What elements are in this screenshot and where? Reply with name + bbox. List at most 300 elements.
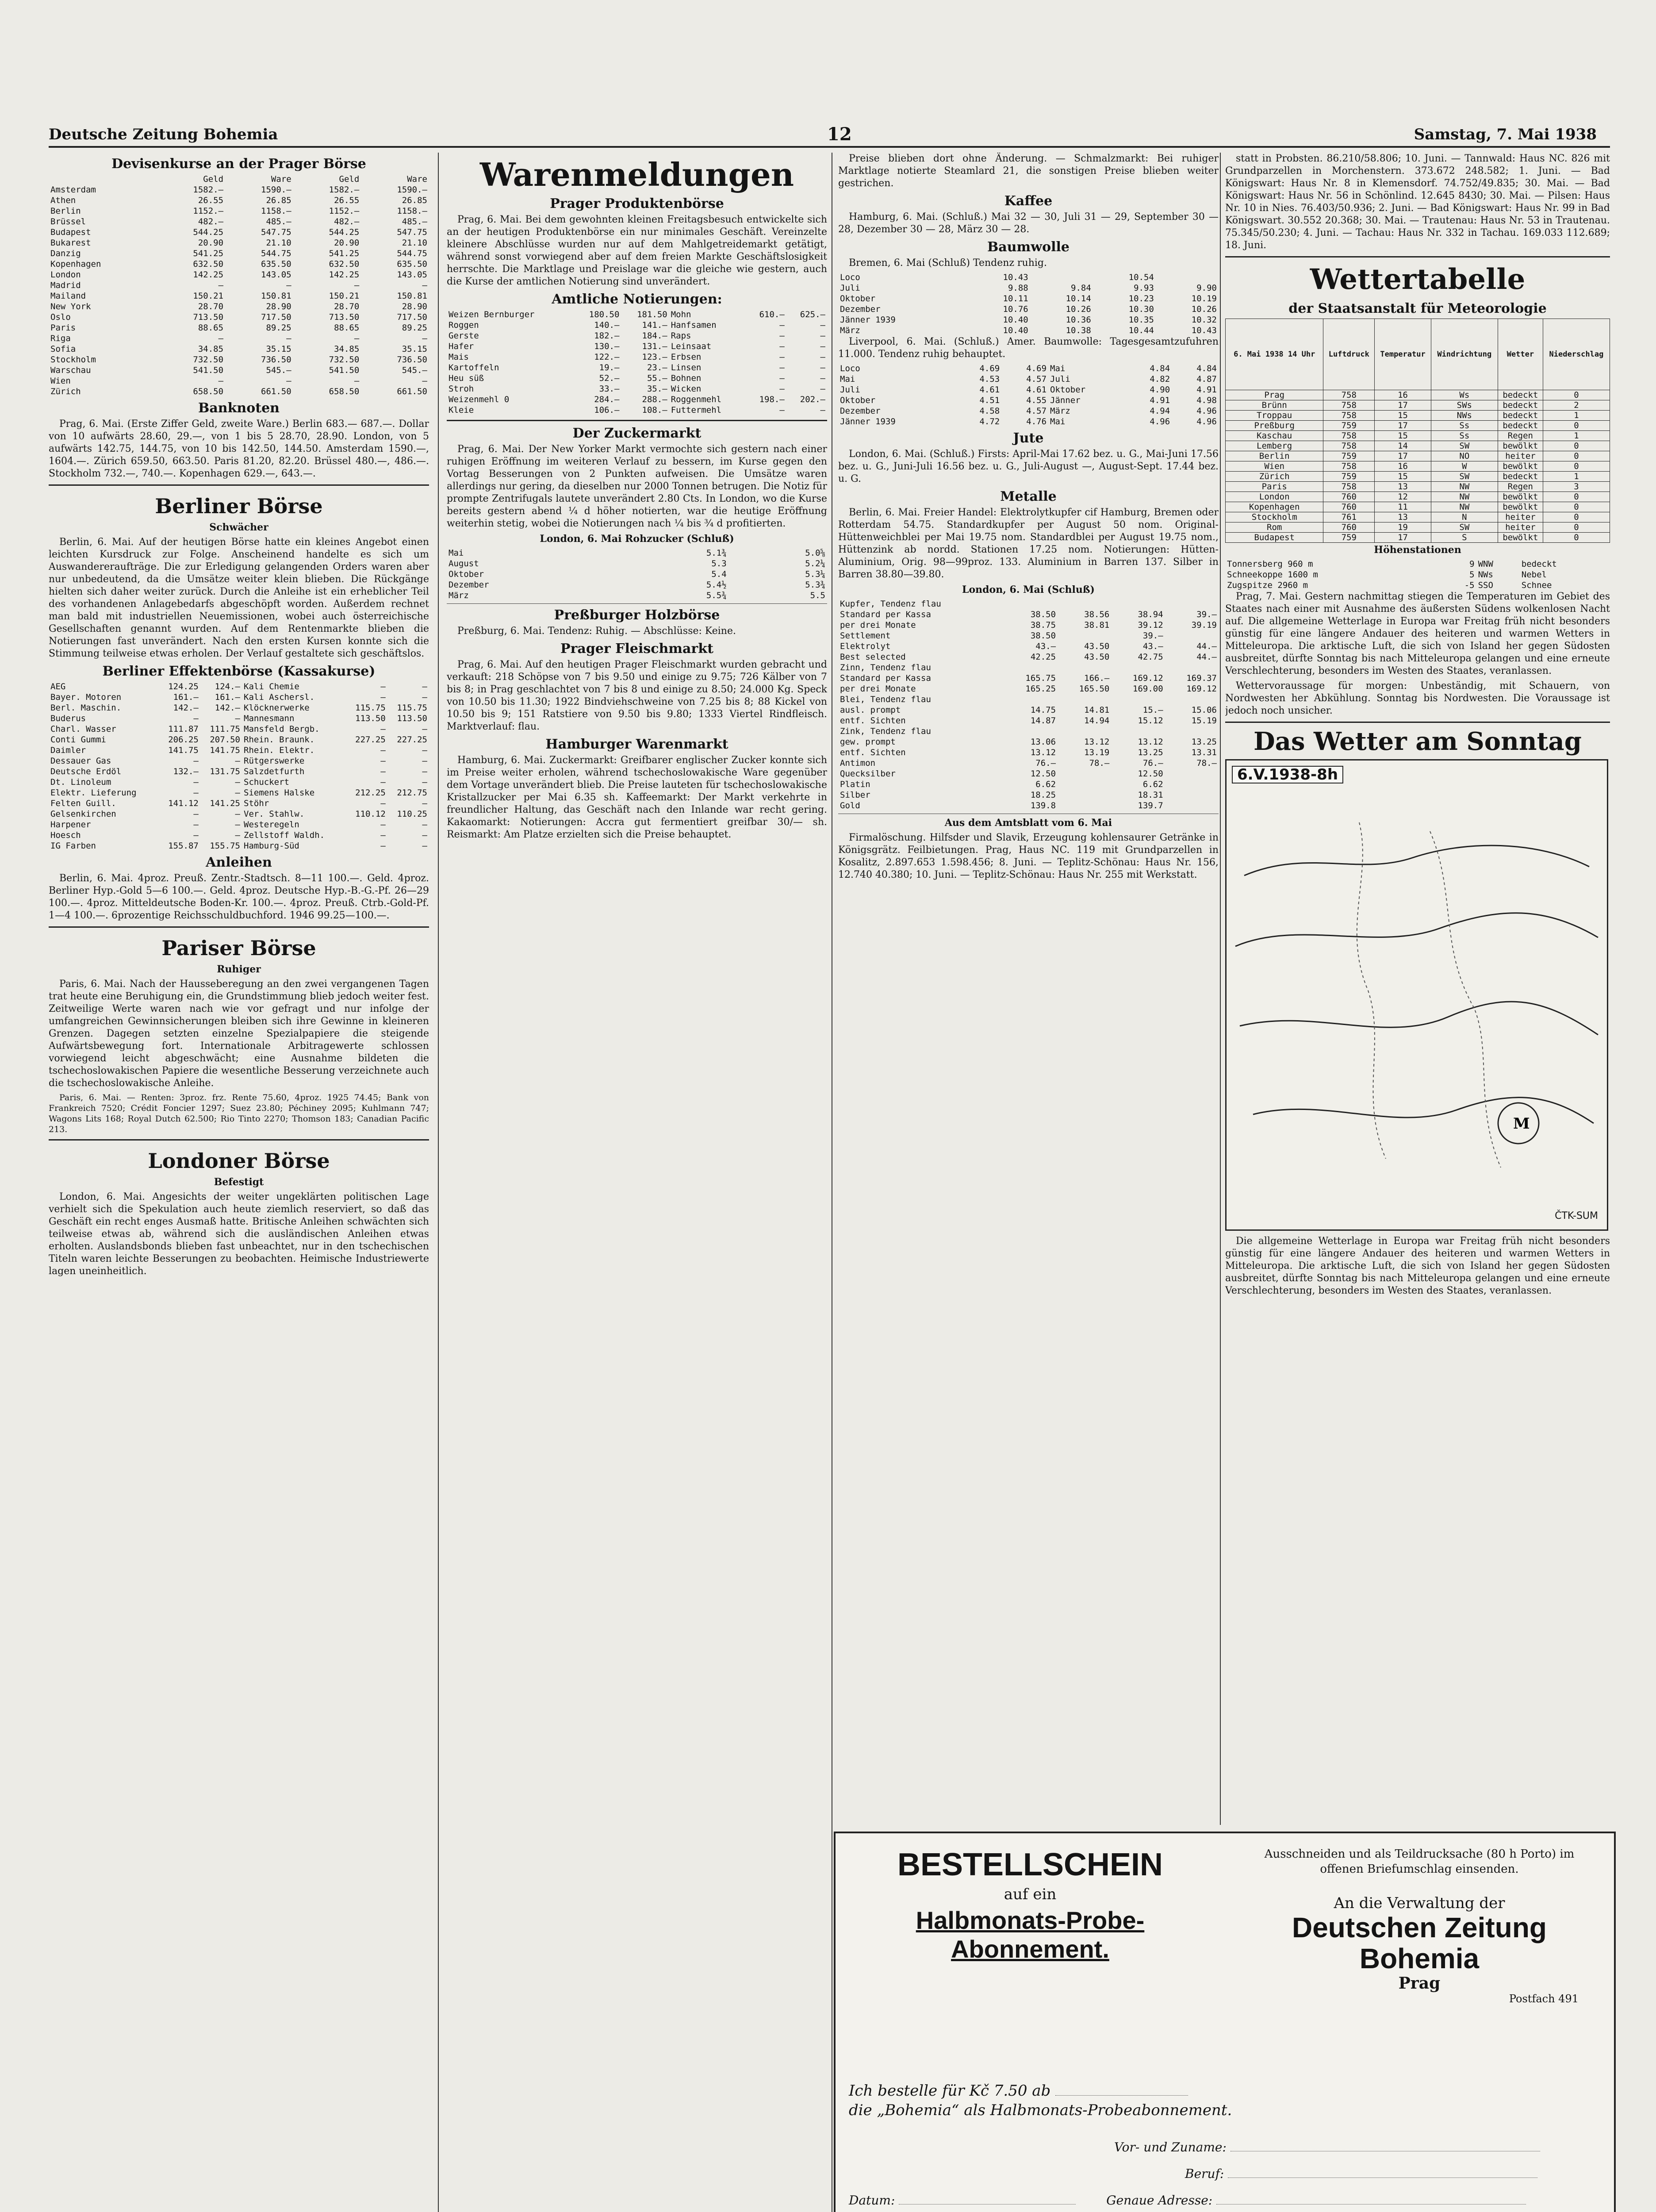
table-cell <box>1165 694 1219 705</box>
table-cell: — <box>422 724 427 734</box>
column-weather <box>1225 153 1610 1825</box>
table-cell: Juli <box>840 283 860 293</box>
table-cell: NO <box>1431 451 1498 461</box>
table-cell: 35.— <box>647 384 667 394</box>
table-cell: Budapest <box>1226 533 1323 543</box>
table-cell: New York <box>50 302 91 311</box>
table-cell: 10.26 <box>1066 304 1091 314</box>
table-row <box>49 301 429 312</box>
table-row <box>49 724 429 734</box>
table-cell: 10.14 <box>1066 294 1091 303</box>
table-cell: 122.— <box>594 352 620 362</box>
table-cell: Deutsche Erdöl <box>50 767 122 776</box>
table-header: Luftdruck <box>1323 319 1375 390</box>
table-cell: 4.57 <box>1026 374 1047 384</box>
table-cell: 16 <box>1375 390 1431 400</box>
table-cell <box>1058 662 1111 673</box>
fleisch-heading: Prager Fleischmarkt <box>560 641 713 657</box>
table-cell: Bohnen <box>671 373 702 383</box>
table-cell: 161.— <box>215 692 240 702</box>
table-header: Windrichtung <box>1431 319 1498 390</box>
table-cell: 10.44 <box>1128 326 1154 335</box>
table-cell: 761 <box>1323 512 1375 522</box>
table-cell: Klöcknerwerke <box>244 703 310 713</box>
produktenboerse-text: Prag, 6. Mai. Bei dem gewohnten kleinen Freitagsbesuch entwickelte sich an der heutigen Produktenbörse ein nur minimales Geschäft. Vereinzelte kleinere Abschlüsse wurden nur auf dem Mahlgetreidemarkt getätigt, während sonst vorwiegend aber auf dem freien Markte Geschäftslosigkeit herrschte. Die Marktlage und Preislage war die gleiche wie gestern, auch die Kurse der amtlichen Notierung sind unverändert. <box>447 214 827 287</box>
table-cell: — <box>354 280 360 290</box>
banknoten-text: Prag, 6. Mai. (Erste Ziffer Geld, zweite Ware.) Berlin 683.— 687.—. Dollar von 10 aufwärts 28.60, 29.—, von 1 bis 5 28.70, 28.90. London, von 5 aufwärts 142.75, 144.75, von 10 bis 142.50, 144.50. Amsterdam 1590.—, 1604.—. Zürich 659.50, 663.50. Paris 81.20, 82.20. Brüssel 480.—, 486.—. Stockholm 732.—, 740.—. Kopenhagen 629.—, 643.—. <box>49 419 429 479</box>
table-cell: 26.55 <box>198 196 224 205</box>
table-cell: 547.75 <box>397 227 427 237</box>
table-cell: Preßburg <box>1226 421 1323 431</box>
table-cell: — <box>820 384 825 394</box>
devisen-heading: Devisenkurse an der Prager Börse <box>111 156 366 172</box>
table-row <box>49 216 429 227</box>
table-cell: Oktober <box>840 294 876 303</box>
table-row <box>1226 492 1610 502</box>
weather-forecast-text: Wettervoraussage für morgen: Unbeständig, mit Schauern, von Nordwesten her Abkühlung. Sonntag bis Nordwesten. Die Voraussage ist jedoch noch unsicher. <box>1225 680 1610 716</box>
coupon-address-intro: An die Verwaltung der <box>1334 1894 1505 1912</box>
table-row <box>1226 421 1610 431</box>
table-cell: März <box>840 326 860 335</box>
table-cell: — <box>779 352 785 362</box>
map-date-label: 6.V.1938-8h <box>1232 766 1343 783</box>
table-cell <box>1004 599 1058 609</box>
table-cell: Linsen <box>671 363 702 373</box>
table-cell: März <box>448 591 469 600</box>
table-cell: 39.— <box>1142 631 1163 641</box>
table-cell <box>1111 599 1165 609</box>
table-cell: 1582.— <box>193 185 224 195</box>
datum-label: Datum: <box>849 2193 895 2208</box>
table-cell: 150.21 <box>193 291 224 301</box>
table-cell: 1 <box>1543 411 1610 421</box>
table-cell: 19.— <box>599 363 620 373</box>
table-cell: 544.75 <box>397 249 427 258</box>
amtsblatt-heading: Aus dem Amtsblatt vom 6. Mai <box>944 817 1112 829</box>
table-cell: 115.75 <box>355 703 386 713</box>
table-cell: 55.— <box>647 373 667 383</box>
table-cell: 18.25 <box>1030 790 1056 800</box>
table-cell: 288.— <box>642 395 667 404</box>
table-cell: Jänner 1939 <box>840 417 896 426</box>
table-cell: 717.50 <box>261 312 291 322</box>
table-cell: 10.35 <box>1128 315 1154 325</box>
table-cell: SW <box>1431 441 1498 451</box>
london-text: London, 6. Mai. Angesichts der weiter ungeklärten politischen Lage verhielt sich die Spekulation auch heute ziemlich reserviert, so daß das Geschäft ein recht enges Ausmaß hatte. Britische Anleihen schwächten sich teilweise etwas ab, während sich die ausländischen Anleihen etwas erholten. Auslandsbonds blieben fast unbeachtet, nur in den tschechischen Titeln waren leichte Besserungen zu beobachten. Heimische Industriewerte lagen uneinheitlich. <box>49 1191 429 1277</box>
table-cell: 541.50 <box>193 365 224 375</box>
table-cell: 132.— <box>173 767 199 776</box>
table-row <box>49 386 429 397</box>
london-metall-table <box>838 599 1219 811</box>
table-cell: — <box>193 788 199 798</box>
table-cell: 713.50 <box>193 312 224 322</box>
beruf-label: Beruf: <box>1185 2166 1224 2181</box>
coupon-left <box>849 1847 1211 1963</box>
table-cell: NW <box>1431 482 1498 492</box>
table-cell: 10.11 <box>1003 294 1028 303</box>
table-cell: — <box>422 777 427 787</box>
coupon-newspaper-name: Deutschen Zeitung Bohemia <box>1292 1912 1547 1974</box>
table-cell <box>1111 694 1165 705</box>
table-cell: Mohn <box>671 310 691 319</box>
table-cell <box>1004 662 1058 673</box>
divider <box>1225 256 1610 257</box>
notierungen-heading: Amtliche Notierungen: <box>552 292 722 307</box>
column-divider <box>438 153 439 2212</box>
table-cell: 43.50 <box>1084 652 1110 662</box>
table-cell: Juli <box>840 385 860 395</box>
table-row <box>447 320 827 330</box>
order-coupon <box>834 1832 1616 2212</box>
table-row <box>49 291 429 301</box>
table-header: 6. Mai 1938 14 Uhr <box>1226 319 1323 390</box>
table-cell: 180.50 <box>589 310 620 319</box>
table-cell: 3 <box>1543 482 1610 492</box>
kaffee-text: Hamburg, 6. Mai. (Schluß.) Mai 32 — 30, Juli 31 — 29, September 30 — 28, Dezember 30 — 28, März 30 — 28. <box>838 211 1219 235</box>
table-row <box>49 376 429 386</box>
table-cell: Danzig <box>50 249 81 258</box>
table-cell: — <box>380 692 386 702</box>
table-cell: NW <box>1431 492 1498 502</box>
table-cell: bewölkt <box>1498 533 1543 543</box>
table-cell: 142.25 <box>329 270 360 280</box>
table-cell: 155.75 <box>210 841 240 851</box>
table-cell: Rhein. Braunk. <box>244 735 315 745</box>
table-row <box>838 768 1219 779</box>
table-cell: 5.4 <box>711 569 727 579</box>
table-cell: 18.31 <box>1138 790 1163 800</box>
table-cell: Raps <box>671 331 691 341</box>
table-cell: 43.50 <box>1084 641 1110 651</box>
table-cell: 632.50 <box>329 259 360 269</box>
table-cell: — <box>235 756 240 766</box>
table-cell: 38.94 <box>1138 610 1163 619</box>
table-cell: Rütgerswerke <box>244 756 305 766</box>
table-cell: 758 <box>1323 431 1375 441</box>
table-cell: 0 <box>1543 522 1610 533</box>
table-cell: 4.53 <box>979 374 1000 384</box>
table-cell: 760 <box>1323 502 1375 512</box>
table-cell: 13.25 <box>1138 748 1163 757</box>
table-cell: 0 <box>1543 421 1610 431</box>
table-cell <box>1165 630 1219 641</box>
table-cell: Hanfsamen <box>671 320 717 330</box>
table-cell: Kupfer, Tendenz flau <box>840 599 941 609</box>
table-cell: 4.96 <box>1196 406 1217 416</box>
table-cell: 1582.— <box>329 185 360 195</box>
coupon-right <box>1242 1847 1596 2005</box>
table-cell: Ss <box>1431 421 1498 431</box>
table-cell: Nebel <box>1521 570 1547 580</box>
table-cell: Regen <box>1498 431 1543 441</box>
table-cell: Schneekoppe 1600 m <box>1227 570 1318 580</box>
table-cell: 713.50 <box>329 312 360 322</box>
table-cell: 165.75 <box>1025 673 1056 683</box>
table-cell: Antimon <box>840 758 876 768</box>
table-cell: Gerste <box>448 331 479 341</box>
table-row <box>1226 472 1610 482</box>
table-cell <box>1058 800 1111 811</box>
table-cell: 111.87 <box>168 724 199 734</box>
table-cell: Best selected <box>840 652 906 662</box>
coastline <box>1430 831 1501 1167</box>
table-cell <box>1165 662 1219 673</box>
paris-text: Paris, 6. Mai. Nach der Hausseberegung an den zwei vergangenen Tagen trat heute eine Beruhigung ein, die Grundstimmung blieb jedoch weiter fest. Zeitweilige Werte waren nach wie vor gefragt und nur infolge der umfangreichen Gewinnsicherungen bleiben sich ihre Gewinne in kleineren Grenzen. Dagegen setzten einzelne Spezialpapiere die steigende Aufwärtsbewegung fort. Internationale Arbitragewerte schlossen vorwiegend leicht abgeschwächt; eine Ausnahme bildeten die tschechoslowakischen Papiere die wesentliche Besserung verzeichnete auch die tschechoslowakische Anleihe. <box>49 979 429 1089</box>
table-row <box>49 248 429 259</box>
table-cell: Mai <box>1050 417 1066 426</box>
table-cell: 635.50 <box>397 259 427 269</box>
table-cell: London <box>50 270 81 280</box>
table-cell: Ss <box>1431 431 1498 441</box>
table-cell: 9.84 <box>1071 283 1091 293</box>
table-cell <box>1165 599 1219 609</box>
table-header: Wetter <box>1498 319 1543 390</box>
table-cell: 140.— <box>594 320 620 330</box>
table-cell: 284.— <box>594 395 620 404</box>
table-cell: Loco <box>840 273 860 282</box>
table-cell: Zürich <box>1226 472 1323 482</box>
order-line-2: die „Bohemia“ als Halbmonats-Probeabonnement. <box>849 2101 1232 2119</box>
table-row <box>838 694 1219 705</box>
berlin-subheading: Schwächer <box>209 522 268 533</box>
table-cell: 5.4½ <box>706 580 727 590</box>
table-cell: bewölkt <box>1498 502 1543 512</box>
table-cell: 20.90 <box>334 238 360 248</box>
divider <box>49 484 429 486</box>
table-cell: 17 <box>1375 400 1431 411</box>
table-row <box>447 394 827 405</box>
coupon-postfach: Postfach 491 <box>1509 1993 1579 2005</box>
table-cell: 13.06 <box>1030 737 1056 747</box>
table-cell: 131.75 <box>210 767 240 776</box>
table-cell: 39.19 <box>1191 620 1217 630</box>
table-cell: — <box>380 830 386 840</box>
table-row <box>49 830 429 841</box>
table-cell: 44.— <box>1196 652 1217 662</box>
table-cell: — <box>354 376 360 386</box>
table-cell: Schuckert <box>244 777 289 787</box>
london-subheading: Befestigt <box>214 1176 264 1188</box>
table-cell: 632.50 <box>193 259 224 269</box>
table-cell: 10.26 <box>1191 304 1217 314</box>
table-cell: 34.85 <box>198 344 224 354</box>
table-cell: SW <box>1431 522 1498 533</box>
table-cell: Tonnersberg 960 m <box>1227 559 1313 569</box>
table-cell: Brünn <box>1226 400 1323 411</box>
table-cell: 28.90 <box>402 302 427 311</box>
table-cell: 28.90 <box>266 302 291 311</box>
table-cell: SWs <box>1431 400 1498 411</box>
kaffee-heading: Kaffee <box>1004 193 1053 209</box>
table-cell: — <box>235 820 240 830</box>
date-field[interactable] <box>1055 2095 1188 2096</box>
table-row <box>838 272 1219 283</box>
table-cell: Stöhr <box>244 799 269 808</box>
table-cell: 5.3 <box>711 559 727 568</box>
coupon-fields <box>849 2134 1601 2212</box>
table-cell: 4.94 <box>1150 406 1170 416</box>
table-cell: 661.50 <box>397 387 427 396</box>
table-cell: 184.— <box>642 331 667 341</box>
table-row <box>447 569 827 580</box>
baumwolle-heading: Baumwolle <box>987 239 1070 255</box>
table-cell: 10.54 <box>1128 273 1154 282</box>
table-cell: 23.— <box>647 363 667 373</box>
table-cell: Charl. Wasser <box>50 724 116 734</box>
table-cell: 13 <box>1375 482 1431 492</box>
table-cell: Hamburg-Süd <box>244 841 299 851</box>
table-cell: 212.75 <box>397 788 427 798</box>
table-cell: Zink, Tendenz flau <box>840 726 931 736</box>
table-row <box>1226 461 1610 472</box>
table-row <box>838 416 1219 427</box>
table-cell: — <box>218 376 224 386</box>
wettertabelle-title: Wettertabelle <box>1310 263 1526 296</box>
table-row <box>838 747 1219 758</box>
table-row <box>49 745 429 756</box>
table-cell: 142.— <box>215 703 240 713</box>
table-row <box>838 374 1219 384</box>
table-cell: — <box>380 756 386 766</box>
table-cell: 44.— <box>1196 641 1217 651</box>
table-row <box>838 599 1219 609</box>
table-row <box>838 779 1219 790</box>
table-cell: 717.50 <box>397 312 427 322</box>
table-cell: — <box>820 373 825 383</box>
table-cell: 10.30 <box>1128 304 1154 314</box>
table-cell: 10.76 <box>1003 304 1028 314</box>
table-cell <box>1058 726 1111 737</box>
table-row <box>49 756 429 766</box>
table-cell: 169.12 <box>1133 673 1163 683</box>
table-row <box>1226 482 1610 492</box>
table-cell: — <box>354 334 360 343</box>
table-cell: 658.50 <box>329 387 360 396</box>
table-cell: 12 <box>1375 492 1431 502</box>
table-cell: 4.84 <box>1196 364 1217 373</box>
table-cell: 0 <box>1543 533 1610 543</box>
table-cell: S <box>1431 533 1498 543</box>
table-cell: 5.2¼ <box>805 559 825 568</box>
effekten-heading: Berliner Effektenbörse (Kassakurse) <box>102 664 376 679</box>
weather-table <box>1225 319 1610 543</box>
table-cell: 1152.— <box>329 206 360 216</box>
table-row <box>838 662 1219 673</box>
table-row <box>838 293 1219 304</box>
table-cell: 661.50 <box>261 387 291 396</box>
table-cell: 76.— <box>1035 758 1056 768</box>
table-cell: heiter <box>1498 512 1543 522</box>
table-cell: 17 <box>1375 533 1431 543</box>
anleihen-text: Berlin, 6. Mai. 4proz. Preuß. Zentr.-Stadtsch. 8—11 100.—. Geld. 4proz. Berliner Hyp.-Gold 5—6 100.—. Geld. 4proz. Deutsche Hyp.-B.-G.-Pf. 26—29 100.—. 4proz. Mitteldeutsche Boden-Kr. 100.—. 4proz. Preuß. Ctrb.-Gold-Pf. 1—4 100.—. 6prozentige Reichsschuldbuchford. 1946 99.25—100.—. <box>49 873 429 921</box>
table-cell: 1590.— <box>261 185 291 195</box>
table-cell: IG Farben <box>50 841 96 851</box>
table-cell: 12.50 <box>1138 769 1163 779</box>
table-cell: 759 <box>1323 533 1375 543</box>
table-cell: 150.81 <box>261 291 291 301</box>
table-cell: bedeckt <box>1498 400 1543 411</box>
table-cell: bedeckt <box>1521 559 1557 569</box>
table-cell: 34.85 <box>334 344 360 354</box>
table-cell: 35.15 <box>266 344 291 354</box>
table-cell: 4.69 <box>1026 364 1047 373</box>
table-cell: 4.96 <box>1196 417 1217 426</box>
table-row <box>447 548 827 558</box>
table-cell: 758 <box>1323 400 1375 411</box>
table-cell: ausl. prompt <box>840 705 901 715</box>
table-row <box>49 259 429 269</box>
table-cell: Quecksilber <box>840 769 896 779</box>
table-cell: bedeckt <box>1498 390 1543 400</box>
table-row <box>447 330 827 341</box>
column-warenmeldungen <box>447 153 827 2212</box>
divider <box>447 603 827 604</box>
table-cell: Standard per Kassa <box>840 673 931 683</box>
london-metall-heading: London, 6. Mai (Schluß) <box>962 584 1095 595</box>
table-cell: Warschau <box>50 365 91 375</box>
beruf-field[interactable] <box>1228 2177 1537 2178</box>
table-cell: 1158.— <box>397 206 427 216</box>
table-cell: Prag <box>1226 390 1323 400</box>
table-cell: 13.12 <box>1030 748 1056 757</box>
table-cell: 1590.— <box>397 185 427 195</box>
table-cell: 635.50 <box>261 259 291 269</box>
table-cell: 545.— <box>402 365 427 375</box>
table-cell: 165.50 <box>1079 684 1110 694</box>
table-cell: Elektrolyt <box>840 641 891 651</box>
hamburg-heading: Hamburger Warenmarkt <box>545 737 728 752</box>
table-cell: 13.19 <box>1084 748 1110 757</box>
table-cell: 732.50 <box>329 355 360 365</box>
table-cell: 0 <box>1543 512 1610 522</box>
table-cell: Paris <box>50 323 76 333</box>
table-cell: — <box>235 809 240 819</box>
table-cell: 28.70 <box>198 302 224 311</box>
table-cell: Kleie <box>448 405 474 415</box>
table-row <box>49 312 429 323</box>
table-row <box>838 363 1219 374</box>
table-cell: 169.12 <box>1186 684 1217 694</box>
table-cell: — <box>193 714 199 723</box>
wettertabelle-subtitle: der Staatsanstalt für Meteorologie <box>1288 301 1547 316</box>
table-cell: 28.70 <box>334 302 360 311</box>
table-cell: NW <box>1431 502 1498 512</box>
table-cell: 10.40 <box>1003 315 1028 325</box>
table-cell: 541.50 <box>329 365 360 375</box>
table-cell: 88.65 <box>334 323 360 333</box>
table-cell: — <box>235 777 240 787</box>
isobar <box>1240 1002 1598 1035</box>
table-cell: 15.12 <box>1138 716 1163 726</box>
table-cell: 4.61 <box>979 385 1000 395</box>
table-row <box>447 405 827 415</box>
table-cell: WNW <box>1478 559 1493 569</box>
table-cell: 26.85 <box>266 196 291 205</box>
table-cell: 759 <box>1323 421 1375 431</box>
table-cell: — <box>779 342 785 351</box>
coupon-auf: auf ein <box>1004 1886 1057 1903</box>
table-cell: 43.— <box>1142 641 1163 651</box>
table-cell: 166.— <box>1084 673 1110 683</box>
table-cell: Dezember <box>448 580 489 590</box>
table-cell: Standard per Kassa <box>840 610 931 619</box>
table-cell: Oslo <box>50 312 71 322</box>
table-cell: — <box>235 830 240 840</box>
table-cell: bewölkt <box>1498 441 1543 451</box>
table-cell: 4.98 <box>1196 396 1217 405</box>
table-cell: Leinsaat <box>671 342 712 351</box>
table-row <box>447 590 827 601</box>
